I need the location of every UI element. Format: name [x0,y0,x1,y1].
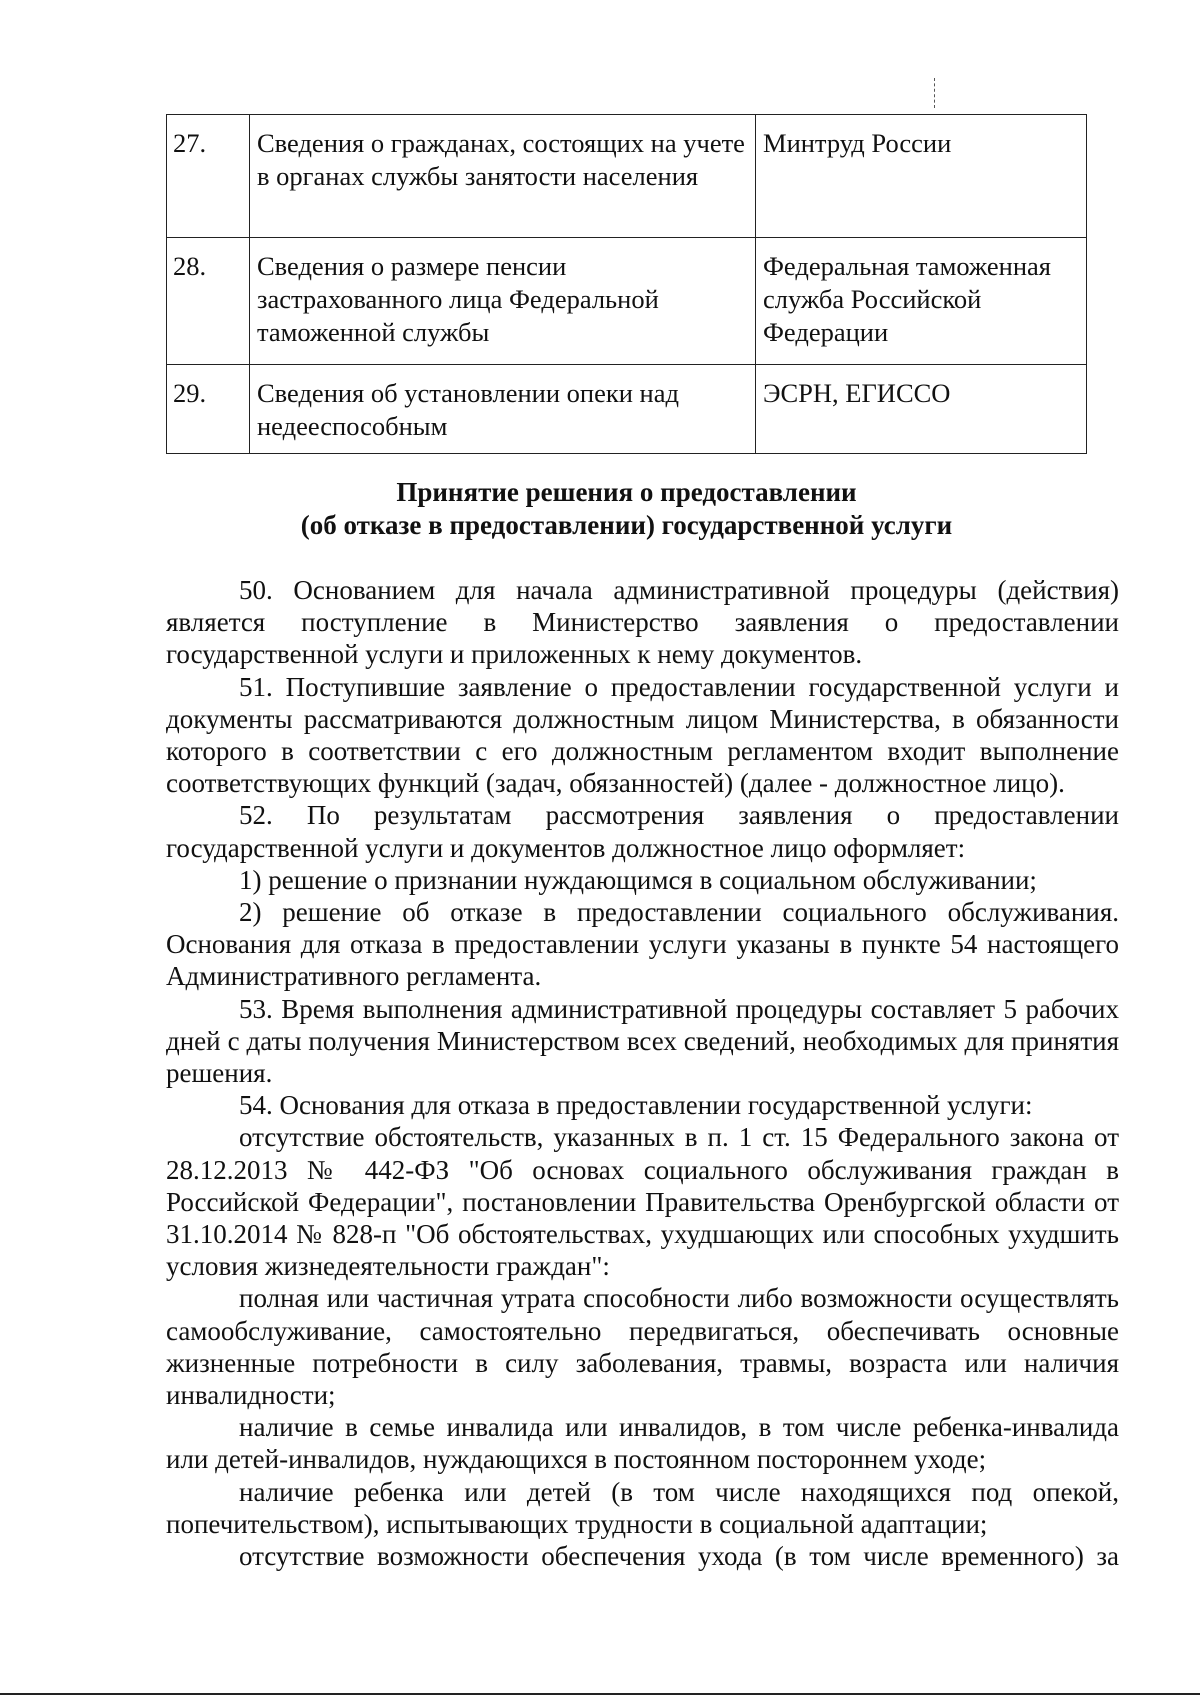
refusal-basis-2: полная или частичная утрата способности либо возможности осуществлять самообслуживание, самостоятельно передвигаться, обеспечивать основные жизненные потребности в силу заболевания, травмы, возраста или наличия инвалидности; [166,1283,1119,1411]
paragraph-52: 52. По результатам рассмотрения заявления о предоставлении государственной услуги и документов должностное лицо оформляет: [166,800,1119,863]
section-title-line-2: (об отказе в предоставлении) государственной услуги [300,510,953,540]
list-item-2: 2) решение об отказе в предоставлении социального обслуживания. Основания для отказа в предоставлении услуги указаны в пункте 54 настоящего Административного регламента. [166,897,1119,992]
section-title-line-1: Принятие решения о предоставлении [396,477,857,507]
row-number: 27. [167,115,250,238]
paragraph-50: 50. Основанием для начала административной процедуры (действия) является поступление в Министерство заявления о предоставлении государственной услуги и приложенных к нему документов. [166,575,1119,670]
refusal-basis-4: наличие ребенка или детей (в том числе находящихся под опекой, попечительством), испытывающих трудности в социальной адаптации; [166,1476,1119,1539]
row-description: Сведения об установлении опеки над недееспособным [250,365,756,454]
row-description: Сведения о размере пенсии застрахованного лица Федеральной таможенной службы [250,238,756,365]
refusal-basis-1: отсутствие обстоятельств, указанных в п. 1 ст. 15 Федерального закона от 28.12.2013 № 442-ФЗ "Об основах социального обслуживания граждан в Российской Федерации", постановлении Правительства Оренбургской области от 31.10.2014 № 828-п "Об обстоятельствах, ухудшающих или способных ухудшить условия жизнедеятельности граждан": [166,1122,1119,1282]
scan-edge-mark [934,78,935,108]
refusal-basis-3: наличие в семье инвалида или инвалидов, в том числе ребенка-инвалида или детей-инвалидов, нуждающихся в постоянном постороннем уходе; [166,1412,1119,1475]
list-item-1: 1) решение о признании нуждающимся в социальном обслуживании; [239,864,1037,895]
row-number: 29. [167,365,250,454]
document-body [166,574,1119,1572]
table-row [167,238,1087,365]
refusal-basis-5: отсутствие возможности обеспечения ухода (в том числе временного) за [239,1541,1119,1572]
row-number: 28. [167,238,250,365]
paragraph-53: 53. Время выполнения административной процедуры составляет 5 рабочих дней с даты получения Министерством всех сведений, необходимых для принятия решения. [166,993,1119,1089]
table-row [167,365,1087,454]
row-source: Федеральная таможенная служба Российской Федерации [756,238,1087,365]
table-row [167,115,1087,238]
paragraph-54: 54. Основания для отказа в предоставлении государственной услуги: [239,1090,1033,1121]
paragraph-51: 51. Поступившие заявление о предоставлении государственной услуги и документы рассматриваются должностным лицом Министерства, в обязанности которого в соответствии с его должностным регламентом входит выполнение соответствующих функций (задач, обязанностей) (далее - должностное лицо). [166,671,1119,799]
row-source: ЭСРН, ЕГИССО [756,365,1087,454]
row-source: Минтруд России [756,115,1087,238]
row-description: Сведения о гражданах, состоящих на учете в органах службы занятости населения [250,115,756,238]
page-bottom-edge [0,1693,1200,1695]
sources-table [166,114,1087,454]
section-heading [166,476,1087,542]
